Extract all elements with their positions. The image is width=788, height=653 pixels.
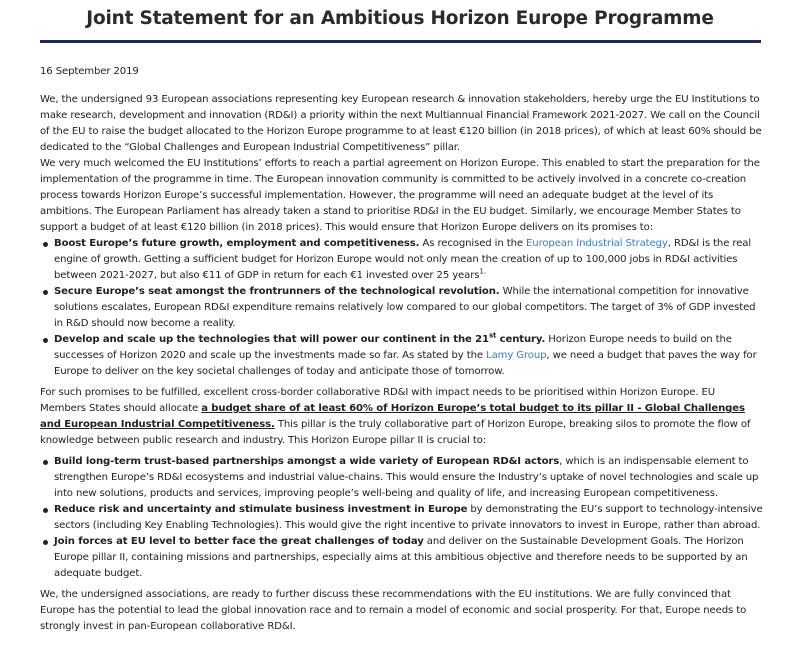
context-paragraph: We very much welcomed the EU Institutions’ efforts to reach a partial agreement on Horizon Europe. This enabled to start the preparation for the implementation of the programme in time. The European innovation community is committed to be actively involved in a concrete co-creation process towards Horizon Europe’s successful implementation. However, the programme will need an adequate budget at the level of its ambitions. The European Parliament has already taken a stand to prioritise RD&I in the EU budget. Similarly, we encourage Member States to support a budget of at least €120 billion (in 2018 prices). This would ensure that Horizon Europe delivers on its promises to: [40,158,760,233]
bullet-heading [54,331,546,345]
pillar-text: For such promises to be fulfilled, excellent cross-border collaborative RD&I with impact needs to be prioritised within Horizon Europe. EU Members States should allocate [40,387,716,414]
list-item [40,454,764,502]
bullet-heading: Build long-term trust-based partnerships amongst a wide variety of European RD&I actors [54,456,560,467]
footnote-ref: 1. [479,267,486,276]
list-item [40,502,764,534]
intro-paragraph: We, the undersigned 93 European associations representing key European research & innovation stakeholders, hereby urge the EU Institutions to make research, development and innovation (RD&I) a priority within the next Multiannual Financial Framework 2021-2027. We call on the Council of the EU to raise the budget allocated to the Horizon Europe programme to at least €120 billion (in 2018 prices), of which at least 60% should be dedicated to the “Global Challenges and European Industrial Competitiveness” pillar. [40,94,762,153]
promises-list [40,236,764,380]
bullet-text: As recognised in the [419,238,527,249]
list-item [40,534,764,582]
bullet-text: , we need a budget that paves the way for Europe to deliver on the key societal challenges of today and anticipate those of tomorrow. [54,350,757,377]
european-industrial-strategy-link[interactable]: European Industrial Strategy [526,238,668,249]
bullet-text: and deliver on the Sustainable Development Goals. The Horizon Europe pillar II, containing missions and partnerships, especially aims at this ambitious objective and therefore needs to be supported by an adequate budget. [54,536,748,579]
statement-body [40,64,764,635]
bullet-text: While the international competition for innovative solutions escalates, European RD&I expenditure remains relatively low compared to our global competitors. The target of 3% of GDP invested in R&D should now become a reality. [54,286,756,329]
list-item [40,236,764,284]
title-divider [40,40,761,43]
pillar-text-end: This pillar is the truly collaborative part of Horizon Europe, breaking silos to promote the flow of knowledge between public research and industry. This Horizon Europe pillar II is crucial to: [40,419,751,446]
list-item [40,284,764,332]
bullet-text: , RD&I is the real engine of growth. Getting a sufficient budget for Horizon Europe would not only mean the creation of up to 100,000 jobs in RD&I activities between 2021-2027, but also €11 of GDP in return for each €1 invested over 25 years [54,238,752,281]
closing-paragraph: We, the undersigned associations, are ready to further discuss these recommendations with the EU institutions. We are fully convinced that Europe has the potential to lead the global innovation race and to remain a model of economic and social prosperity. For that, Europe needs to strongly invest in pan-European collaborative RD&I. [40,589,747,632]
page-title: Joint Statement for an Ambitious Horizon Europe Programme [86,8,714,29]
bullet-heading-end: century. [496,334,546,345]
statement-date: 16 September 2019 [40,66,139,77]
bullet-heading-text: Develop and scale up the technologies that will power our continent in the 21 [54,334,489,345]
bullet-heading: Reduce risk and uncertainty and stimulate business investment in Europe [54,504,468,515]
bullet-text: , which is an indispensable element to strengthen Europe’s RD&I ecosystems and industrial value-chains. This would ensure the Industry’s uptake of novel technologies and scale up into new solutions, products and services, improving people’s well-being and quality of life, and increasing European competitiveness. [54,456,759,499]
list-item [40,332,764,380]
budget-share-highlight: a budget share of at least 60% of Horizon Europe’s total budget to its pillar II - Global Challenges and European Industrial Competitiveness. [40,403,745,430]
lamy-group-link[interactable]: Lamy Group [486,350,547,361]
bullet-text: by demonstrating the EU’s support to technology-intensive sectors (including Key Enabling Technologies). This would give the right incentive to private innovators to invest in Europe, rather than abroad. [54,504,763,531]
bullet-heading: Boost Europe’s future growth, employment and competitiveness. [54,238,420,249]
ordinal-suffix: st [488,331,497,340]
bullet-heading: Join forces at EU level to better face the great challenges of today [54,536,424,547]
pillar-benefits-list [40,454,764,582]
bullet-heading: Secure Europe’s seat amongst the frontrunners of the technological revolution. [54,286,500,297]
pillar-paragraph [40,385,764,449]
bullet-text: Horizon Europe needs to build on the successes of Horizon 2020 and scale up the investments made so far. As stated by the [54,334,732,361]
